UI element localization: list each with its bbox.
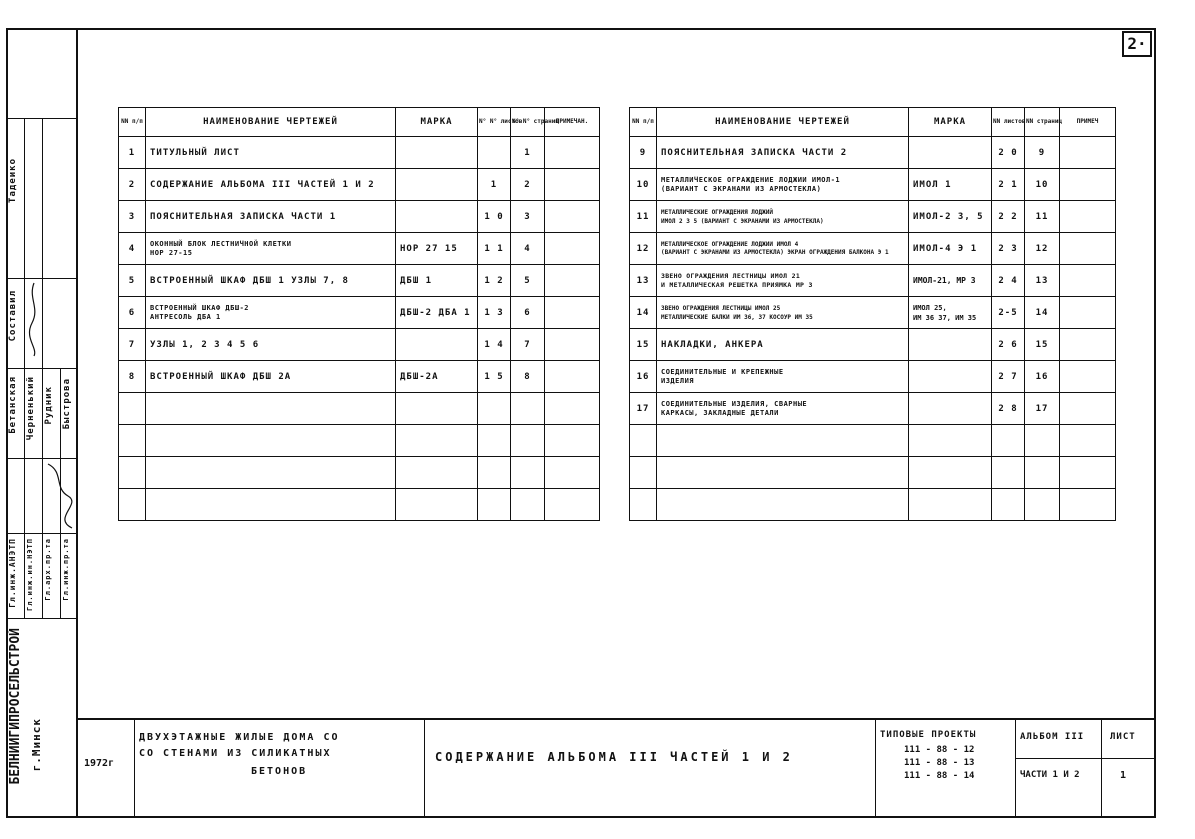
page: 3	[511, 201, 545, 233]
note	[1060, 137, 1116, 169]
page: 5	[511, 265, 545, 297]
mark	[396, 137, 478, 169]
drawing-name-line2: НОР 27-15	[150, 248, 193, 257]
year: 1972г	[84, 758, 115, 769]
row-number: 11	[630, 201, 657, 233]
title-block	[78, 718, 1154, 818]
row-number: 7	[119, 329, 146, 361]
col-name: НАИМЕНОВАНИЕ ЧЕРТЕЖЕЙ	[146, 108, 396, 137]
page: 14	[1025, 297, 1060, 329]
note	[545, 201, 600, 233]
col-mark: МАРКА	[396, 108, 478, 137]
mark	[909, 137, 992, 169]
table-row	[119, 233, 600, 265]
note	[1060, 265, 1116, 297]
mark: ИМОЛ-21, МР 3	[909, 265, 992, 297]
typical-project-1: 111 - 88 - 12	[904, 745, 975, 755]
drawing-name	[146, 297, 396, 329]
right-header-row	[630, 108, 1116, 137]
sheet: 2 7	[992, 361, 1025, 393]
project-line3: БЕТОНОВ	[251, 766, 308, 777]
mark: ДБШ-2 ДБА 1	[396, 297, 478, 329]
empty-row	[630, 489, 1116, 521]
row-number: 16	[630, 361, 657, 393]
left-contents-table	[118, 107, 600, 521]
sheet: 1 0	[478, 201, 511, 233]
drawing-name: ПОЯСНИТЕЛЬНАЯ ЗАПИСКА ЧАСТИ 1	[146, 201, 396, 233]
mark: ДБШ 1	[396, 265, 478, 297]
note	[1060, 169, 1116, 201]
typical-projects-cell	[876, 720, 1016, 818]
empty-row	[119, 457, 600, 489]
note	[545, 265, 600, 297]
col-notes: ПРИМЕЧАН.	[545, 108, 600, 137]
drawing-name-line1: МЕТАЛЛИЧЕСКОЕ ОГРАЖДЕНИЕ ЛОДЖИИ ИМОЛ 4	[661, 240, 799, 248]
drawing-name-line1: СОЕДИНИТЕЛЬНЫЕ ИЗДЕЛИЯ, СВАРНЫЕ	[661, 399, 808, 408]
typical-project-3: 111 - 88 - 14	[904, 771, 975, 781]
table-row	[119, 169, 600, 201]
role-betanskaya: Бетанская	[8, 376, 18, 434]
table-row	[630, 393, 1116, 425]
empty-row	[630, 457, 1116, 489]
mark: ДБШ-2А	[396, 361, 478, 393]
drawing-name-line1: МЕТАЛЛИЧЕСКИЕ ОГРАЖДЕНИЯ ЛОДЖИЙ	[661, 208, 773, 216]
typical-project-2: 111 - 88 - 13	[904, 758, 975, 768]
page: 7	[511, 329, 545, 361]
table-row	[630, 169, 1116, 201]
drawing-name	[657, 265, 909, 297]
drawing-name: ВСТРОЕННЫЙ ШКАФ ДБШ 1 УЗЛЫ 7, 8	[146, 265, 396, 297]
table-row	[630, 233, 1116, 265]
row-number: 10	[630, 169, 657, 201]
row-number: 5	[119, 265, 146, 297]
note	[545, 169, 600, 201]
list-cell	[1102, 720, 1154, 818]
note	[1060, 393, 1116, 425]
note	[1060, 329, 1116, 361]
mark	[909, 329, 992, 361]
table-row	[630, 361, 1116, 393]
role-rudnik: Рудник	[44, 386, 54, 425]
drawing-name-line1: МЕТАЛЛИЧЕСКОЕ ОГРАЖДЕНИЕ ЛОДЖИИ ИМОЛ-1	[661, 175, 841, 184]
page: 6	[511, 297, 545, 329]
row-number: 12	[630, 233, 657, 265]
project-line2: СО СТЕНАМИ ИЗ СИЛИКАТНЫХ	[139, 748, 332, 759]
col-pages: N° N° страниц	[511, 108, 545, 137]
right-contents-table	[629, 107, 1116, 521]
row-number: 1	[119, 137, 146, 169]
stamp-org: БЕЛНИИГИПРОСЕЛЬСТРОЙ	[8, 628, 23, 785]
drawing-name	[657, 233, 909, 265]
page: 8	[511, 361, 545, 393]
mark	[396, 169, 478, 201]
row-number: 9	[630, 137, 657, 169]
row-number: 13	[630, 265, 657, 297]
empty-row	[119, 425, 600, 457]
row-number: 17	[630, 393, 657, 425]
drawing-name-line2: И МЕТАЛЛИЧЕСКАЯ РЕШЕТКА ПРИЯМКА МР 3	[661, 280, 813, 289]
project-line1: ДВУХЭТАЖНЫЕ ЖИЛЫЕ ДОМА СО	[139, 732, 340, 743]
page: 17	[1025, 393, 1060, 425]
drawing-name	[146, 233, 396, 265]
col-name: НАИМЕНОВАНИЕ ЧЕРТЕЖЕЙ	[657, 108, 909, 137]
empty-row	[119, 393, 600, 425]
note	[1060, 297, 1116, 329]
role-sostavil: Составил	[8, 290, 18, 342]
drawing-name-line2: КАРКАСЫ, ЗАКЛАДНЫЕ ДЕТАЛИ	[661, 408, 779, 417]
drawing-name-line2: ИЗДЕЛИЯ	[661, 376, 695, 385]
mark: ИМОЛ-4 Э 1	[909, 233, 992, 265]
drawing-name: ВСТРОЕННЫЙ ШКАФ ДБШ 2А	[146, 361, 396, 393]
left-header-row	[119, 108, 600, 137]
drawing-name: УЗЛЫ 1, 2 3 4 5 6	[146, 329, 396, 361]
role-tadeiko: Тадеико	[8, 158, 18, 203]
page: 4	[511, 233, 545, 265]
col-pages: NN страниц	[1025, 108, 1060, 137]
drawing-name-line2: (ВАРИАНТ С ЭКРАНАМИ ИЗ АРМОСТЕКЛА) ЭКРАН ОГРАЖДЕНИЯ БАЛКОНА Э 1	[661, 248, 889, 256]
note	[545, 297, 600, 329]
table-row	[119, 361, 600, 393]
table-row	[630, 297, 1116, 329]
mark-line1: ИМОЛ 25,	[913, 303, 947, 312]
drawing-name-line2: АНТРЕСОЛЬ ДБА 1	[150, 312, 221, 321]
drawing-name-line2: ИМОЛ 2 3 5 (ВАРИАНТ С ЭКРАНАМИ ИЗ АРМОСТЕКЛА)	[661, 217, 824, 225]
sheet-title-cell	[425, 720, 876, 818]
sheet: 1 5	[478, 361, 511, 393]
sheet: 1 3	[478, 297, 511, 329]
drawing-name	[657, 201, 909, 233]
list-label: ЛИСТ	[1110, 732, 1136, 742]
note	[545, 233, 600, 265]
sheet: 2 0	[992, 137, 1025, 169]
col-sheets: N° N° листов	[478, 108, 511, 137]
mark	[909, 393, 992, 425]
note	[545, 361, 600, 393]
mark: ИМОЛ 1	[909, 169, 992, 201]
year-cell	[78, 720, 135, 818]
sheet: 1 4	[478, 329, 511, 361]
album: АЛЬБОМ III	[1020, 732, 1085, 742]
note	[545, 329, 600, 361]
table-row	[119, 265, 600, 297]
page: 11	[1025, 201, 1060, 233]
table-row	[630, 265, 1116, 297]
drawing-name-line2: МЕТАЛЛИЧЕСКИЕ БАЛКИ ИМ 36, 37 КОСОУР ИМ 35	[661, 313, 813, 321]
row-number: 4	[119, 233, 146, 265]
sheet	[478, 137, 511, 169]
table-row	[119, 297, 600, 329]
role-gl-inzh-2: Гл.инж.ин.НЭТП	[26, 538, 34, 612]
role-chernenky: Черненький	[26, 376, 36, 441]
col-notes: ПРИМЕЧ	[1060, 108, 1116, 137]
drawing-name: ПОЯСНИТЕЛЬНАЯ ЗАПИСКА ЧАСТИ 2	[657, 137, 909, 169]
mark-line2: ИМ 36 37, ИМ 35	[913, 313, 977, 322]
page: 10	[1025, 169, 1060, 201]
typical-label: ТИПОВЫЕ ПРОЕКТЫ	[880, 730, 977, 740]
drawing-name-line1: ЗВЕНО ОГРАЖДЕНИЯ ЛЕСТНИЦЫ ИМОЛ 21	[661, 271, 801, 280]
row-number: 15	[630, 329, 657, 361]
table-row	[119, 137, 600, 169]
sheet: 1 2	[478, 265, 511, 297]
table-row	[119, 201, 600, 233]
note	[1060, 201, 1116, 233]
table-row	[630, 329, 1116, 361]
drawing-name-line1: СОЕДИНИТЕЛЬНЫЕ И КРЕПЕЖНЫЕ	[661, 367, 784, 376]
sheet: 2 8	[992, 393, 1025, 425]
drawing-name-line2: (ВАРИАНТ С ЭКРАНАМИ ИЗ АРМОСТЕКЛА)	[661, 184, 822, 193]
sheet-number: 2·	[1122, 31, 1152, 57]
sheet: 2 3	[992, 233, 1025, 265]
sheet: 1 1	[478, 233, 511, 265]
sheet-title: СОДЕРЖАНИЕ АЛЬБОМА III ЧАСТЕЙ 1 И 2	[435, 750, 793, 764]
role-bystrova: Быстрова	[62, 378, 72, 430]
col-nn: NN п/п	[630, 108, 657, 137]
drawing-name	[657, 393, 909, 425]
drawing-name-line1: ЗВЕНО ОГРАЖДЕНИЯ ЛЕСТНИЦЫ ИМОЛ 25	[661, 304, 781, 312]
col-sheets: NN листов	[992, 108, 1025, 137]
drawing-name	[657, 297, 909, 329]
drawing-name: НАКЛАДКИ, АНКЕРА	[657, 329, 909, 361]
drawing-name-line1: ОКОННЫЙ БЛОК ЛЕСТНИЧНОЙ КЛЕТКИ	[150, 239, 292, 248]
list-number: 1	[1120, 770, 1127, 781]
role-gl-arh: Гл.арх.пр.та	[44, 538, 52, 601]
sheet: 1	[478, 169, 511, 201]
mark: НОР 27 15	[396, 233, 478, 265]
sheet: 2 6	[992, 329, 1025, 361]
signature-2	[44, 460, 78, 532]
page: 9	[1025, 137, 1060, 169]
page: 2	[511, 169, 545, 201]
col-mark: МАРКА	[909, 108, 992, 137]
page: 12	[1025, 233, 1060, 265]
row-number: 3	[119, 201, 146, 233]
mark	[396, 201, 478, 233]
table-row	[119, 329, 600, 361]
empty-row	[630, 425, 1116, 457]
row-number: 2	[119, 169, 146, 201]
signature-1	[26, 278, 42, 358]
sheet: 2 1	[992, 169, 1025, 201]
row-number: 14	[630, 297, 657, 329]
mark	[909, 297, 992, 329]
row-number: 6	[119, 297, 146, 329]
role-gl-inzh-3: Гл.инж.пр.та	[62, 538, 70, 601]
page: 16	[1025, 361, 1060, 393]
drawing-name: СОДЕРЖАНИЕ АЛЬБОМА III ЧАСТЕЙ 1 И 2	[146, 169, 396, 201]
project-cell	[135, 720, 425, 818]
mark	[909, 361, 992, 393]
empty-row	[119, 489, 600, 521]
table-row	[630, 137, 1116, 169]
mark: ИМОЛ-2 3, 5	[909, 201, 992, 233]
stamp-city: г.Минск	[30, 718, 43, 772]
album-cell	[1016, 720, 1102, 818]
note	[545, 137, 600, 169]
sheet: 2 2	[992, 201, 1025, 233]
note	[1060, 233, 1116, 265]
mark	[396, 329, 478, 361]
drawing-name: ТИТУЛЬНЫЙ ЛИСТ	[146, 137, 396, 169]
page: 1	[511, 137, 545, 169]
note	[1060, 361, 1116, 393]
drawing-name	[657, 169, 909, 201]
stamp-strip	[6, 28, 78, 818]
parts: ЧАСТИ 1 И 2	[1020, 770, 1080, 780]
sheet: 2-5	[992, 297, 1025, 329]
page: 15	[1025, 329, 1060, 361]
drawing-name	[657, 361, 909, 393]
table-row	[630, 201, 1116, 233]
sheet: 2 4	[992, 265, 1025, 297]
drawing-name-line1: ВСТРОЕННЫЙ ШКАФ ДБШ-2	[150, 303, 250, 312]
row-number: 8	[119, 361, 146, 393]
col-nn: NN п/п	[119, 108, 146, 137]
role-gl-inzh-1: Гл.инж.АНЭТП	[8, 538, 17, 608]
page: 13	[1025, 265, 1060, 297]
